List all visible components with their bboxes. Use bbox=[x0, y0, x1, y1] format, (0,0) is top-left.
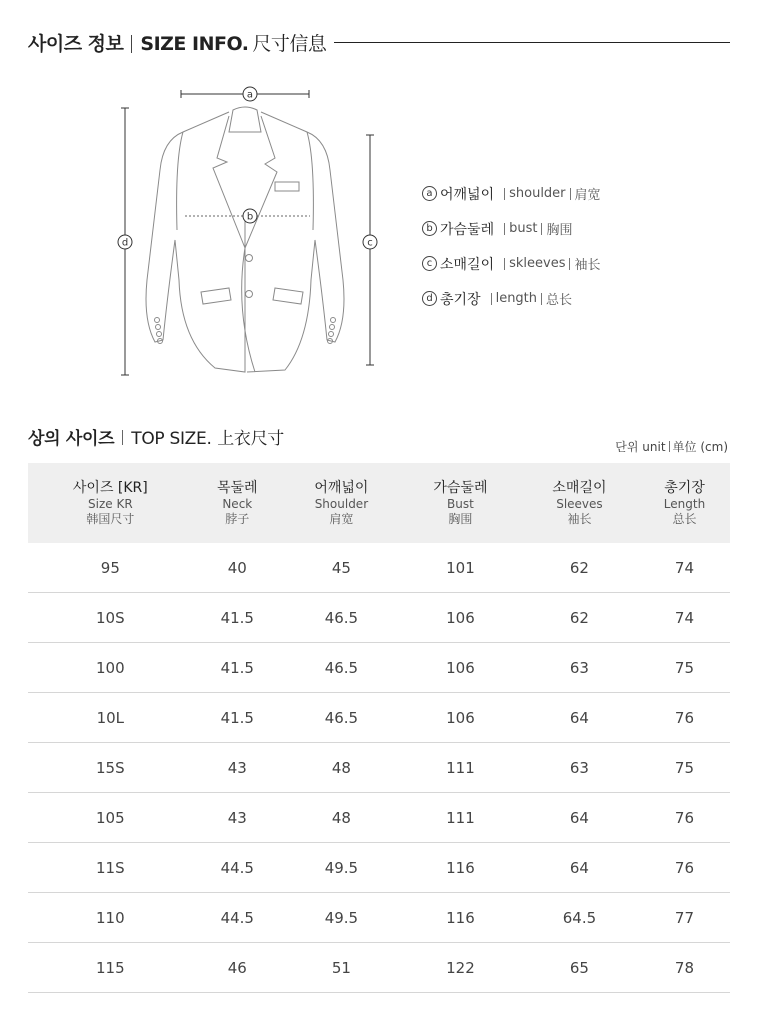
legend-divider bbox=[491, 293, 492, 305]
legend-label-english: skleeves bbox=[509, 256, 566, 271]
legend-item-shoulder bbox=[422, 176, 601, 211]
table-cell: 41.5 bbox=[193, 643, 282, 693]
legend-label-korean: 어깨넓이 bbox=[440, 186, 495, 203]
table-row bbox=[28, 643, 730, 693]
table-cell: 116 bbox=[401, 843, 520, 893]
column-header-en: Bust bbox=[447, 497, 474, 511]
table-row bbox=[28, 793, 730, 843]
legend-label-korean: 소매길이 bbox=[440, 256, 495, 273]
table-cell: 64 bbox=[520, 793, 639, 843]
top-size-title-english: TOP SIZE. bbox=[131, 429, 212, 449]
table-cell: 106 bbox=[401, 643, 520, 693]
table-cell: 110 bbox=[28, 893, 193, 943]
top-size-title bbox=[28, 424, 284, 449]
page-title bbox=[28, 29, 326, 56]
column-header-zh: 韩国尺寸 bbox=[86, 512, 135, 526]
legend-marker: c bbox=[422, 256, 437, 271]
column-header-zh: 脖子 bbox=[225, 512, 250, 526]
column-header-kr: 사이즈 [KR] bbox=[72, 480, 148, 496]
legend-label-chinese: 袖长 bbox=[574, 258, 601, 273]
table-cell: 116 bbox=[401, 893, 520, 943]
legend-marker: d bbox=[422, 291, 437, 306]
legend-divider bbox=[504, 223, 505, 235]
legend-label-chinese: 总长 bbox=[546, 293, 573, 308]
marker-a: a bbox=[246, 89, 254, 101]
column-header-zh: 胸围 bbox=[448, 512, 473, 526]
column-header-zh: 肩宽 bbox=[329, 512, 354, 526]
legend-divider bbox=[569, 258, 570, 270]
legend-label-chinese: 胸围 bbox=[546, 223, 573, 238]
table-cell: 105 bbox=[28, 793, 193, 843]
table-cell: 46.5 bbox=[282, 593, 401, 643]
table-cell: 10S bbox=[28, 593, 193, 643]
marker-c: c bbox=[367, 237, 373, 249]
legend-marker: a bbox=[422, 186, 437, 201]
top-size-title-korean: 상의 사이즈 bbox=[28, 429, 115, 449]
column-header-zh: 袖长 bbox=[567, 512, 592, 526]
legend-label-english: bust bbox=[509, 221, 538, 236]
title-korean: 사이즈 정보 bbox=[28, 32, 124, 55]
table-cell: 48 bbox=[282, 793, 401, 843]
table-cell: 11S bbox=[28, 843, 193, 893]
table-cell: 100 bbox=[28, 643, 193, 693]
legend-label-korean: 총기장 bbox=[440, 291, 481, 308]
column-header-kr: 목둘레 bbox=[216, 480, 258, 496]
table-cell: 77 bbox=[639, 893, 730, 943]
size-table bbox=[28, 463, 730, 993]
table-cell: 45 bbox=[282, 543, 401, 593]
table-cell: 43 bbox=[193, 793, 282, 843]
column-header-kr: 소매길이 bbox=[552, 480, 607, 496]
table-header-row bbox=[28, 463, 730, 543]
title-divider bbox=[122, 430, 123, 445]
table-cell: 62 bbox=[520, 593, 639, 643]
title-chinese: 尺寸信息 bbox=[252, 32, 327, 55]
unit-label-chinese: 单位 (cm) bbox=[672, 440, 728, 454]
legend-item-bust bbox=[422, 211, 601, 246]
table-cell: 106 bbox=[401, 593, 520, 643]
marker-d: d bbox=[121, 237, 129, 249]
column-header bbox=[639, 463, 730, 543]
column-header-en: Length bbox=[663, 497, 706, 511]
top-size-title-chinese: 上衣尺寸 bbox=[217, 429, 284, 449]
table-row bbox=[28, 743, 730, 793]
table-cell: 46 bbox=[193, 943, 282, 993]
legend-divider bbox=[570, 188, 571, 200]
column-header-en: Neck bbox=[222, 497, 253, 511]
table-cell: 78 bbox=[639, 943, 730, 993]
column-header-kr: 가슴둘레 bbox=[433, 480, 488, 496]
table-cell: 76 bbox=[639, 693, 730, 743]
table-cell: 15S bbox=[28, 743, 193, 793]
table-row bbox=[28, 843, 730, 893]
column-header bbox=[520, 463, 639, 543]
table-row bbox=[28, 593, 730, 643]
table-row bbox=[28, 543, 730, 593]
legend-label-korean: 가슴둘레 bbox=[440, 221, 495, 238]
table-row bbox=[28, 693, 730, 743]
column-header bbox=[282, 463, 401, 543]
table-cell: 76 bbox=[639, 843, 730, 893]
legend-divider bbox=[541, 223, 542, 235]
legend-divider bbox=[504, 188, 505, 200]
table-cell: 115 bbox=[28, 943, 193, 993]
unit-label-korean: 단위 unit bbox=[615, 440, 666, 454]
column-header bbox=[193, 463, 282, 543]
column-header-en: Shoulder bbox=[314, 497, 369, 511]
table-cell: 48 bbox=[282, 743, 401, 793]
unit-divider bbox=[669, 441, 670, 452]
table-cell: 111 bbox=[401, 743, 520, 793]
legend-divider bbox=[541, 293, 542, 305]
column-header-zh: 总长 bbox=[672, 512, 697, 526]
table-cell: 101 bbox=[401, 543, 520, 593]
jacket-diagram bbox=[105, 80, 395, 380]
table-cell: 74 bbox=[639, 593, 730, 643]
table-cell: 46.5 bbox=[282, 693, 401, 743]
table-cell: 46.5 bbox=[282, 643, 401, 693]
table-cell: 76 bbox=[639, 793, 730, 843]
table-cell: 44.5 bbox=[193, 843, 282, 893]
table-cell: 111 bbox=[401, 793, 520, 843]
table-cell: 41.5 bbox=[193, 693, 282, 743]
column-header bbox=[401, 463, 520, 543]
column-header-en: Sleeves bbox=[556, 497, 603, 511]
table-cell: 41.5 bbox=[193, 593, 282, 643]
section-header bbox=[28, 26, 730, 58]
marker-b: b bbox=[246, 211, 254, 223]
table-cell: 64.5 bbox=[520, 893, 639, 943]
table-cell: 65 bbox=[520, 943, 639, 993]
table-cell: 75 bbox=[639, 643, 730, 693]
legend-divider bbox=[504, 258, 505, 270]
column-header-en: Size KR bbox=[88, 497, 133, 511]
table-cell: 44.5 bbox=[193, 893, 282, 943]
legend-label-english: length bbox=[495, 291, 538, 306]
legend-item-length bbox=[422, 281, 601, 316]
legend-marker: b bbox=[422, 221, 437, 236]
table-cell: 64 bbox=[520, 693, 639, 743]
table-cell: 10L bbox=[28, 693, 193, 743]
table-cell: 95 bbox=[28, 543, 193, 593]
table-row bbox=[28, 893, 730, 943]
table-cell: 63 bbox=[520, 743, 639, 793]
table-cell: 62 bbox=[520, 543, 639, 593]
column-header bbox=[28, 463, 193, 543]
table-cell: 64 bbox=[520, 843, 639, 893]
table-body bbox=[28, 543, 730, 993]
table-cell: 43 bbox=[193, 743, 282, 793]
table-cell: 63 bbox=[520, 643, 639, 693]
legend-label-chinese: 肩宽 bbox=[574, 188, 601, 203]
table-cell: 49.5 bbox=[282, 843, 401, 893]
table-cell: 106 bbox=[401, 693, 520, 743]
header-rule bbox=[334, 42, 730, 43]
title-divider bbox=[131, 35, 132, 53]
column-header-kr: 어깨넓이 bbox=[314, 480, 369, 496]
unit-label bbox=[615, 438, 728, 455]
table-cell: 40 bbox=[193, 543, 282, 593]
measurement-legend bbox=[422, 176, 601, 316]
table-row bbox=[28, 943, 730, 993]
table-cell: 49.5 bbox=[282, 893, 401, 943]
title-english: SIZE INFO. bbox=[140, 32, 249, 55]
legend-label-english: shoulder bbox=[509, 186, 566, 201]
table-cell: 75 bbox=[639, 743, 730, 793]
legend-item-sleeves bbox=[422, 246, 601, 281]
table-cell: 51 bbox=[282, 943, 401, 993]
table-cell: 122 bbox=[401, 943, 520, 993]
column-header-kr: 총기장 bbox=[664, 480, 705, 496]
table-cell: 74 bbox=[639, 543, 730, 593]
